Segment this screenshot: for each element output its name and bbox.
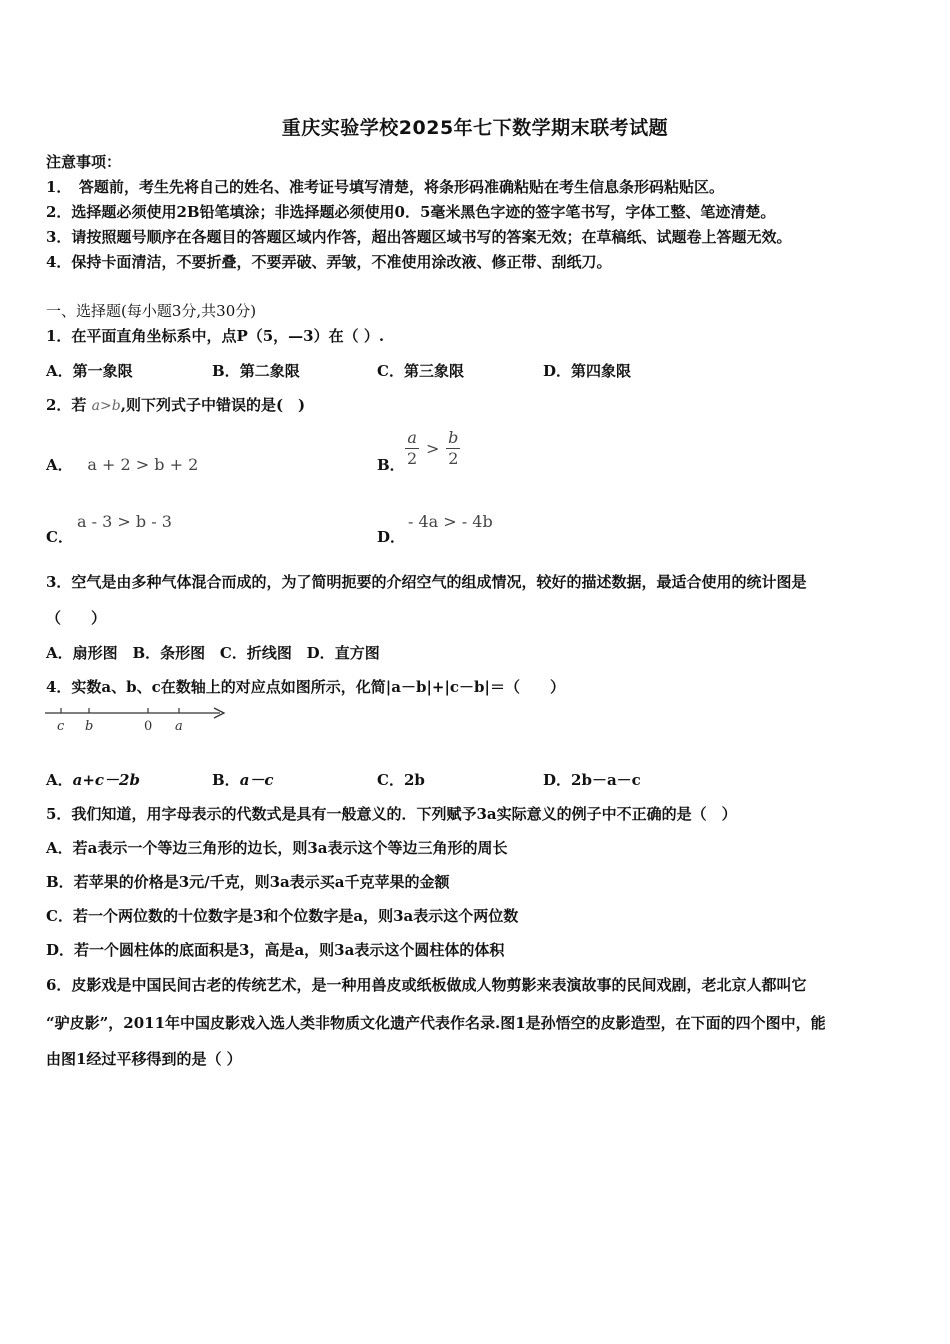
q2-option-b-expr[interactable] <box>405 428 460 469</box>
question-4-stem: 4．实数a、b、c在数轴上的对应点如图所示，化简|a－b|+|c－b|＝（ ） <box>46 678 566 696</box>
denominator: 2 <box>407 449 418 468</box>
page-title: 重庆实验学校2025年七下数学期末联考试题 <box>281 117 669 139</box>
option-label: C． <box>46 528 73 546</box>
option-text: a+c－2b <box>72 771 140 789</box>
option-label: D． <box>306 644 335 662</box>
option-label: B． <box>132 644 161 662</box>
q2-cond-b: b <box>111 398 121 414</box>
option-label: B． <box>46 873 74 891</box>
option-label: C． <box>46 907 73 925</box>
q2-stem-prefix: 2．若 <box>46 396 87 414</box>
q2-option-a-expr: a + 2 > b + 2 <box>87 455 199 474</box>
option-text: 第四象限 <box>571 362 632 380</box>
q4-option-d[interactable] <box>543 770 641 790</box>
option-text: 若一个圆柱体的底面积是3，高是a，则3a表示这个圆柱体的体积 <box>74 941 505 959</box>
q4-option-a[interactable] <box>46 770 140 790</box>
section-heading: 一、选择题(每小题3分,共30分) <box>46 302 257 320</box>
option-label: B． <box>212 771 240 789</box>
option-label: D． <box>543 362 572 380</box>
option-text: 折线图 <box>246 644 292 662</box>
question-3-blank: （ ） <box>46 609 107 627</box>
option-text: 第三象限 <box>403 362 464 380</box>
option-label: C． <box>377 771 404 789</box>
q5-option-d[interactable] <box>46 940 504 960</box>
notice-item-3: 3．请按照题号顺序在各题目的答题区域内作答，超出答题区域书写的答案无效；在草稿纸、试题卷上答题无效。 <box>46 228 792 246</box>
q1-option-c[interactable] <box>377 361 464 381</box>
question-5-stem: 5．我们知道，用字母表示的代数式是具有一般意义的．下列赋予3a实际意义的例子中不正确的是（ ） <box>46 805 737 823</box>
notice-heading: 注意事项： <box>46 153 122 171</box>
q3-option-d[interactable] <box>307 644 380 662</box>
fraction-a-over-2 <box>405 428 419 469</box>
q2-cond-op: > <box>100 398 112 414</box>
number-line-figure <box>40 700 240 740</box>
question-2-stem <box>46 395 305 416</box>
option-label: A． <box>46 771 73 789</box>
notice-item-4: 4．保持卡面清洁，不要折叠，不要弄破、弄皱，不准使用涂改液、修正带、刮纸刀。 <box>46 253 612 271</box>
question-1-stem: 1．在平面直角坐标系中，点P（5，—3）在（ ）. <box>46 327 385 345</box>
q3-options <box>46 643 380 663</box>
axis-label-a: a <box>175 719 183 734</box>
option-text: 条形图 <box>160 644 206 662</box>
q1-option-b[interactable] <box>212 361 300 381</box>
axis-label-c: c <box>57 719 65 734</box>
q1-option-d[interactable] <box>543 361 631 381</box>
q2-option-d-expr[interactable]: - 4a > - 4b <box>408 512 493 531</box>
q2-option-b-label-wrap[interactable] <box>377 455 405 475</box>
option-text: 第二象限 <box>239 362 300 380</box>
option-label: D． <box>46 941 75 959</box>
q3-option-b[interactable] <box>132 644 205 662</box>
question-6-line-3: 由图1经过平移得到的是（ ） <box>46 1050 242 1068</box>
option-label: B． <box>212 362 240 380</box>
option-label: A． <box>46 644 73 662</box>
option-text: 若苹果的价格是3元/千克，则3a表示买a千克苹果的金额 <box>73 873 450 891</box>
option-label: A． <box>46 362 73 380</box>
notice-item-1: 1． 答题前，考生先将自己的姓名、准考证号填写清楚，将条形码准确粘贴在考生信息条形码粘贴区。 <box>46 178 724 196</box>
option-text: a－c <box>239 771 274 789</box>
q4-option-b[interactable] <box>212 770 274 790</box>
greater-than: > <box>425 439 440 458</box>
numerator: a <box>405 428 419 449</box>
question-6-line-2: “驴皮影”，2011年中国皮影戏入选人类非物质文化遗产代表作名录.图1是孙悟空的皮影造型，在下面的四个图中，能 <box>46 1014 826 1032</box>
fraction-b-over-2 <box>446 428 460 469</box>
option-label: A． <box>46 839 73 857</box>
axis-label-b: b <box>85 719 94 734</box>
option-label: C． <box>219 644 247 662</box>
numerator: b <box>448 428 459 447</box>
q2-option-c[interactable] <box>46 527 73 547</box>
option-text: 第一象限 <box>72 362 133 380</box>
axis-label-zero: 0 <box>144 719 153 734</box>
option-text: 若a表示一个等边三角形的边长，则3a表示这个等边三角形的周长 <box>72 839 508 857</box>
option-text: 2b <box>403 771 425 789</box>
option-label: D． <box>543 771 572 789</box>
q5-option-a[interactable] <box>46 838 508 858</box>
q5-option-c[interactable] <box>46 906 518 926</box>
option-text: 直方图 <box>334 644 380 662</box>
q2-option-c-expr[interactable]: a - 3 > b - 3 <box>77 512 172 531</box>
denominator: 2 <box>448 449 459 468</box>
question-3-stem: 3．空气是由多种气体混合而成的，为了简明扼要的介绍空气的组成情况，较好的描述数据，最适合使用的统计图是 <box>46 573 807 591</box>
option-label: A． <box>46 456 73 474</box>
option-text: 2b－a－c <box>571 771 641 789</box>
q2-stem-suffix: ,则下列式子中错误的是( ) <box>120 396 306 414</box>
q2-option-a[interactable] <box>46 455 198 475</box>
q2-cond-a: a <box>91 398 101 414</box>
q3-option-a[interactable] <box>46 644 118 662</box>
q2-option-d[interactable] <box>377 527 405 547</box>
option-label: D． <box>377 528 406 546</box>
q5-option-b[interactable] <box>46 872 449 892</box>
option-text: 若一个两位数的十位数字是3和个位数字是a，则3a表示这个两位数 <box>72 907 519 925</box>
option-label: B． <box>377 456 405 474</box>
question-6-line-1: 6．皮影戏是中国民间古老的传统艺术，是一种用兽皮或纸板做成人物剪影来表演故事的民间戏剧，老北京人都叫它 <box>46 976 807 994</box>
notice-item-2: 2．选择题必须使用2B铅笔填涂；非选择题必须使用0．5毫米黑色字迹的签字笔书写，字体工整、笔迹清楚。 <box>46 203 776 221</box>
option-label: C． <box>377 362 404 380</box>
option-text: 扇形图 <box>72 644 118 662</box>
q3-option-c[interactable] <box>220 644 292 662</box>
q4-option-c[interactable] <box>377 770 425 790</box>
q1-option-a[interactable] <box>46 361 133 381</box>
